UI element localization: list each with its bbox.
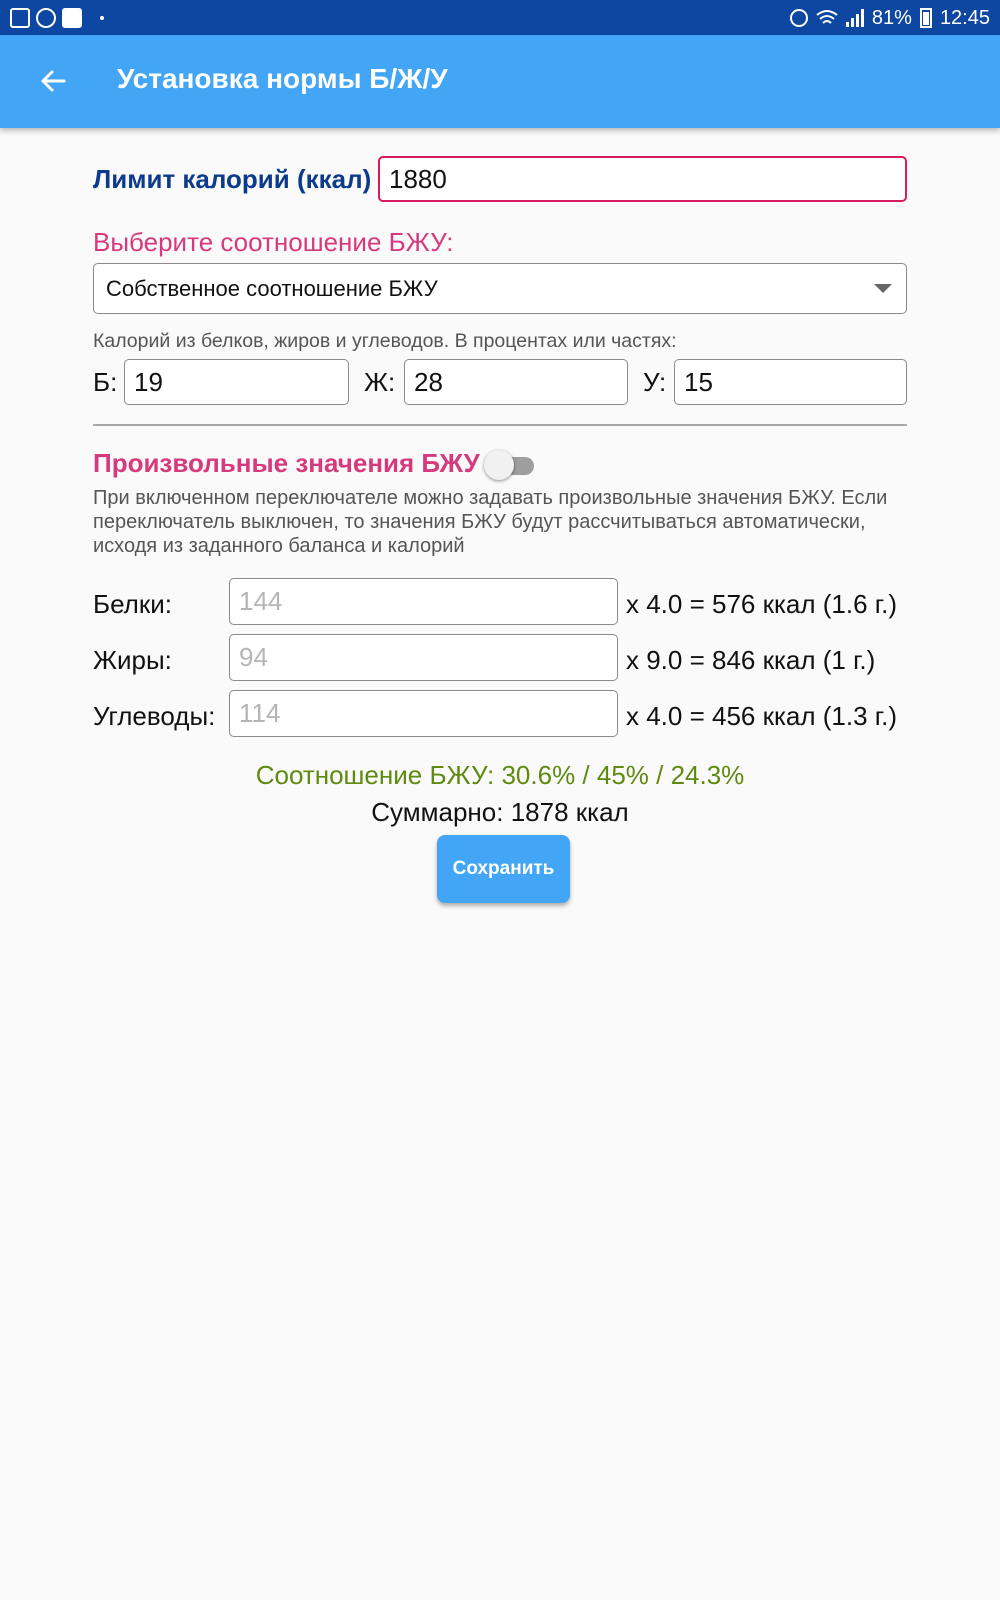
protein-label: Белки: bbox=[93, 589, 172, 619]
custom-values-label: Произвольные значения БЖУ bbox=[93, 448, 480, 478]
carbs-letter: У: bbox=[643, 367, 667, 397]
section-divider bbox=[93, 424, 907, 426]
protein-grams-input[interactable]: 144 bbox=[229, 578, 618, 625]
save-button[interactable]: Сохранить bbox=[437, 835, 570, 903]
status-icons-left bbox=[10, 6, 104, 30]
whatsapp-icon bbox=[36, 8, 56, 28]
protein-calc: x 4.0 = 576 ккал (1.6 г.) bbox=[626, 589, 897, 619]
signal-icon bbox=[846, 9, 864, 27]
page-title: Установка нормы Б/Ж/У bbox=[117, 63, 448, 94]
clock: 12:45 bbox=[939, 6, 990, 29]
fat-grams-input[interactable]: 94 bbox=[229, 634, 618, 681]
flipboard-icon bbox=[62, 8, 82, 28]
carbs-label: Углеводы: bbox=[93, 701, 216, 731]
ratio-select-value: Собственное соотношение БЖУ bbox=[106, 275, 438, 301]
battery-percent: 81% bbox=[871, 6, 912, 29]
chevron-down-icon bbox=[874, 284, 892, 293]
protein-part-input[interactable]: 19 bbox=[124, 359, 349, 405]
ratio-select-label: Выберите соотношение БЖУ: bbox=[93, 227, 454, 257]
custom-values-description: При включенном переключателе можно задавать произвольные значения БЖУ. Если переключатель выключен, то значения БЖУ будут рассчитываться автоматически, исходя из заданного баланса и калорий bbox=[93, 487, 888, 557]
ratio-select[interactable] bbox=[93, 263, 907, 314]
fat-letter: Ж: bbox=[364, 367, 396, 397]
toggle-thumb bbox=[484, 450, 514, 480]
status-icons-right bbox=[790, 5, 990, 31]
fat-calc: x 9.0 = 846 ккал (1 г.) bbox=[626, 645, 876, 675]
calorie-limit-input[interactable]: 1880 bbox=[378, 156, 907, 202]
parts-hint: Калорий из белков, жиров и углеводов. В процентах или частях: bbox=[93, 330, 677, 352]
gallery-icon bbox=[10, 8, 30, 28]
wifi-icon bbox=[816, 9, 838, 27]
calorie-limit-label: Лимит калорий (ккал) bbox=[93, 164, 372, 194]
fat-part-input[interactable]: 28 bbox=[404, 359, 628, 405]
fat-label: Жиры: bbox=[93, 645, 172, 675]
notification-dot-icon bbox=[100, 16, 104, 20]
alarm-icon bbox=[790, 9, 808, 27]
ratio-summary: Соотношение БЖУ: 30.6% / 45% / 24.3% bbox=[255, 760, 745, 790]
carbs-calc: x 4.0 = 456 ккал (1.3 г.) bbox=[626, 701, 897, 731]
custom-values-toggle[interactable] bbox=[484, 450, 536, 480]
back-arrow-icon[interactable] bbox=[32, 59, 76, 103]
protein-letter: Б: bbox=[93, 367, 118, 397]
app-bar bbox=[0, 35, 1000, 128]
carbs-grams-input[interactable]: 114 bbox=[229, 690, 618, 737]
total-summary: Суммарно: 1878 ккал bbox=[371, 797, 629, 827]
battery-icon bbox=[920, 8, 932, 28]
carbs-part-input[interactable]: 15 bbox=[674, 359, 907, 405]
status-bar bbox=[0, 0, 1000, 35]
